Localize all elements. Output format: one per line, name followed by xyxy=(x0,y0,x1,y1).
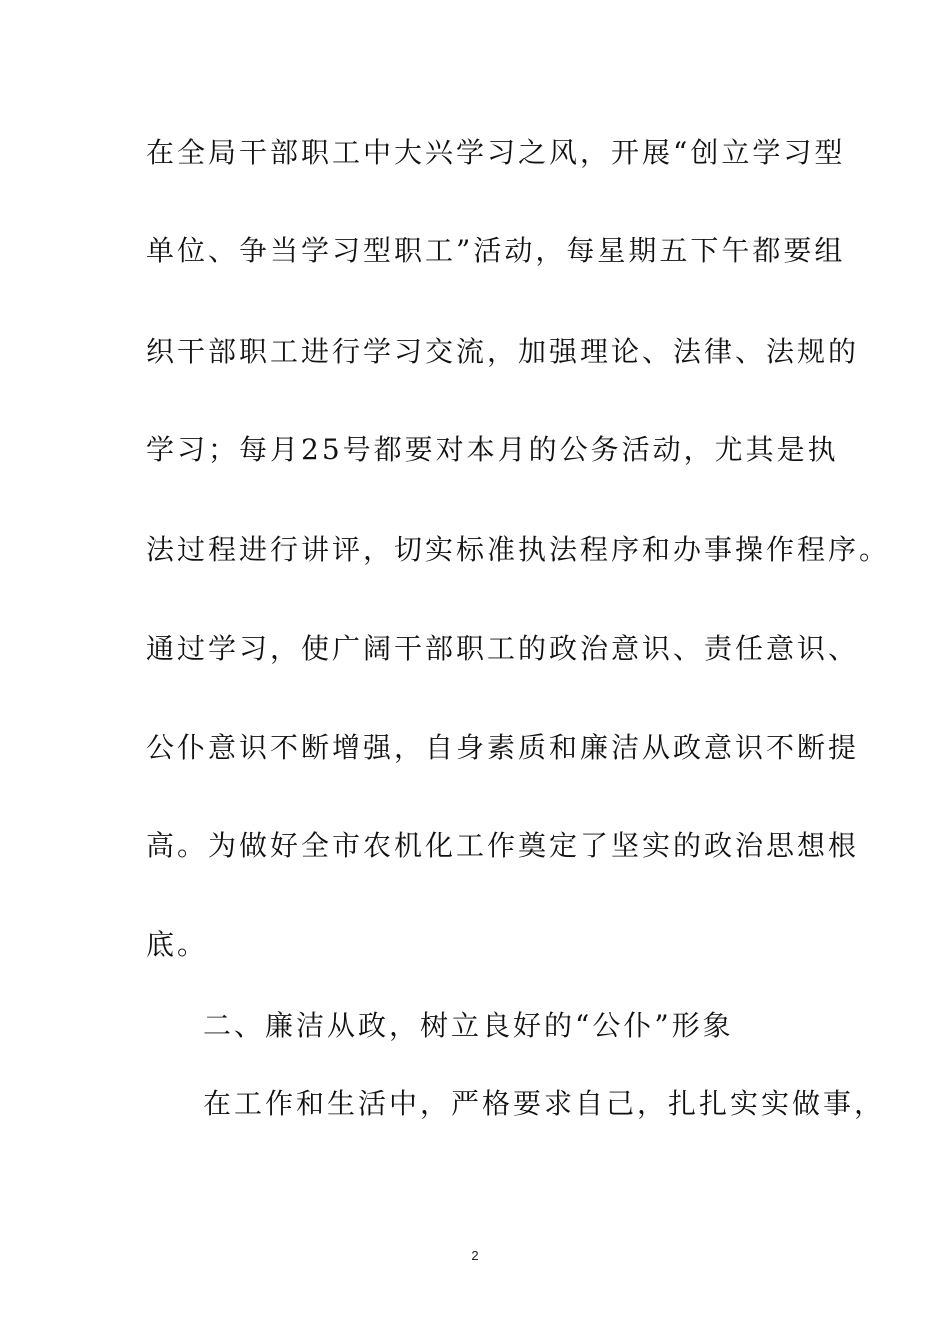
body-text-line: 高。为做好全市农机化工作奠定了坚实的政治思想根 xyxy=(146,829,860,862)
page-number: 2 xyxy=(471,1248,479,1263)
body-text-line: 在全局干部职工中大兴学习之风，开展“创立学习型 xyxy=(146,136,846,169)
body-text-line: 通过学习，使广阔干部职工的政治意识、责任意识、 xyxy=(146,632,860,665)
body-text-line: 学习；每月25号都要对本月的公务活动，尤其是执 xyxy=(146,433,839,466)
paragraph-first-line: 在工作和生活中，严格要求自己，扎扎实实做事， xyxy=(203,1087,886,1120)
body-text-line: 公仆意识不断增强，自身素质和廉洁从政意识不断提 xyxy=(146,731,860,764)
body-text-line: 单位、争当学习型职工”活动，每星期五下午都要组 xyxy=(146,234,846,267)
section-heading: 二、廉洁从政，树立良好的“公仆”形象 xyxy=(203,1009,734,1042)
body-text-line: 底。 xyxy=(146,928,209,961)
body-text-line: 织干部职工进行学习交流，加强理论、法律、法规的 xyxy=(146,335,860,368)
body-text-line: 法过程进行讲评，切实标准执法程序和办事操作程序。 xyxy=(146,533,891,566)
